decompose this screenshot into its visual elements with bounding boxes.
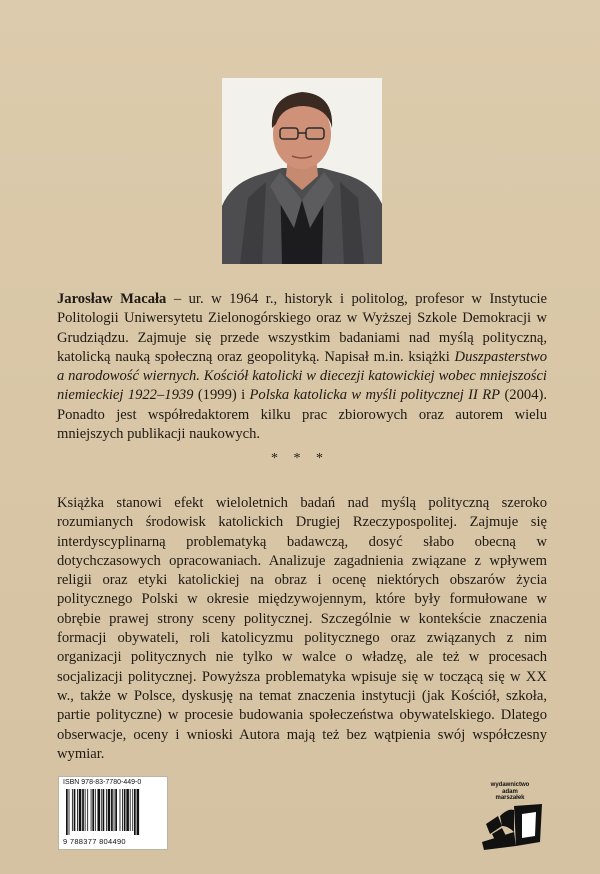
publisher-book-icon — [480, 802, 546, 852]
barcode-bars — [65, 789, 161, 835]
publisher-name-line2: adam — [502, 788, 518, 795]
section-separator: * * * — [271, 451, 329, 466]
publisher-name-line3: marszałek — [495, 795, 525, 801]
author-photo — [222, 78, 382, 264]
isbn-barcode — [58, 776, 168, 850]
publisher-name — [482, 782, 538, 802]
publisher-name-line1: wydawnictwo — [490, 782, 530, 788]
author-portrait-image — [222, 78, 382, 264]
isbn-label: ISBN 978-83-7780-449-0 — [63, 779, 142, 786]
author-name: Jarosław Macała — [57, 291, 167, 307]
barcode-digits: 9 788377 804490 — [63, 837, 126, 846]
publisher-logo — [480, 782, 548, 854]
bio-text-part2: (1999) i — [193, 387, 250, 404]
bio-text-part3: (2004). Ponadto jest współredaktorem kilku prac zbiorowych oraz autorem wielu mniejszych publikacji naukowych. — [57, 387, 547, 443]
bio-book-title-1: Duszpasterstwo a narodowość wiernych. Kościół katolicki w diecezji katowickiej wobec mniejszości niemieckiej 1922–1939 — [57, 348, 547, 404]
book-description: Książka stanowi efekt wieloletnich badań nad myślą polityczną szeroko rozumianych środowisk katolickich Drugiej Rzeczypospolitej. Zajmuje się interdyscyplinarną problematyką badawczą, dosyć słabo obecną w dotychczasowych opracowaniach. Analizuje zagadnienia związane z wpływem religii oraz etyki katolickiej na obraz i ocenę niektórych obszarów życia politycznego Polski w okresie międzywojennym, które były formułowane w obrębie prawej strony sceny politycznej. Szczególnie w kontekście znaczenia formacji obywateli, roli katolicyzmu politycznego oraz związanych z nim organizacji politycznych nie tylko w walce o władzę, ale też w procesach socjalizacji politycznej. Powyższa problematyka wpisuje się w toczącą się w XX w., także w Polsce, dyskusję na temat znaczenia instytucji (jak Kościół, szkoła, partie polityczne) w procesie budowania społeczeństwa obywatelskiego. Dlatego obserwacje, oceny i wnioski Autora mają też bez wątpienia swój współczesny wymiar. — [57, 495, 547, 762]
bio-text-part1: – ur. w 1964 r., historyk i politolog, profesor w Instytucie Politologii Uniwersytetu Zielonogórskiego oraz w Wyższej Szkole Demokracji w Grudziądzu. Zajmuje się przede wszystkim badaniami nad myślą polityczną, katolicką nauką społeczną oraz geopolityką. Napisał m.in. książki — [57, 291, 547, 365]
author-bio — [57, 290, 547, 444]
bio-book-title-2: Polska katolicka w myśli politycznej II RP — [249, 387, 501, 404]
